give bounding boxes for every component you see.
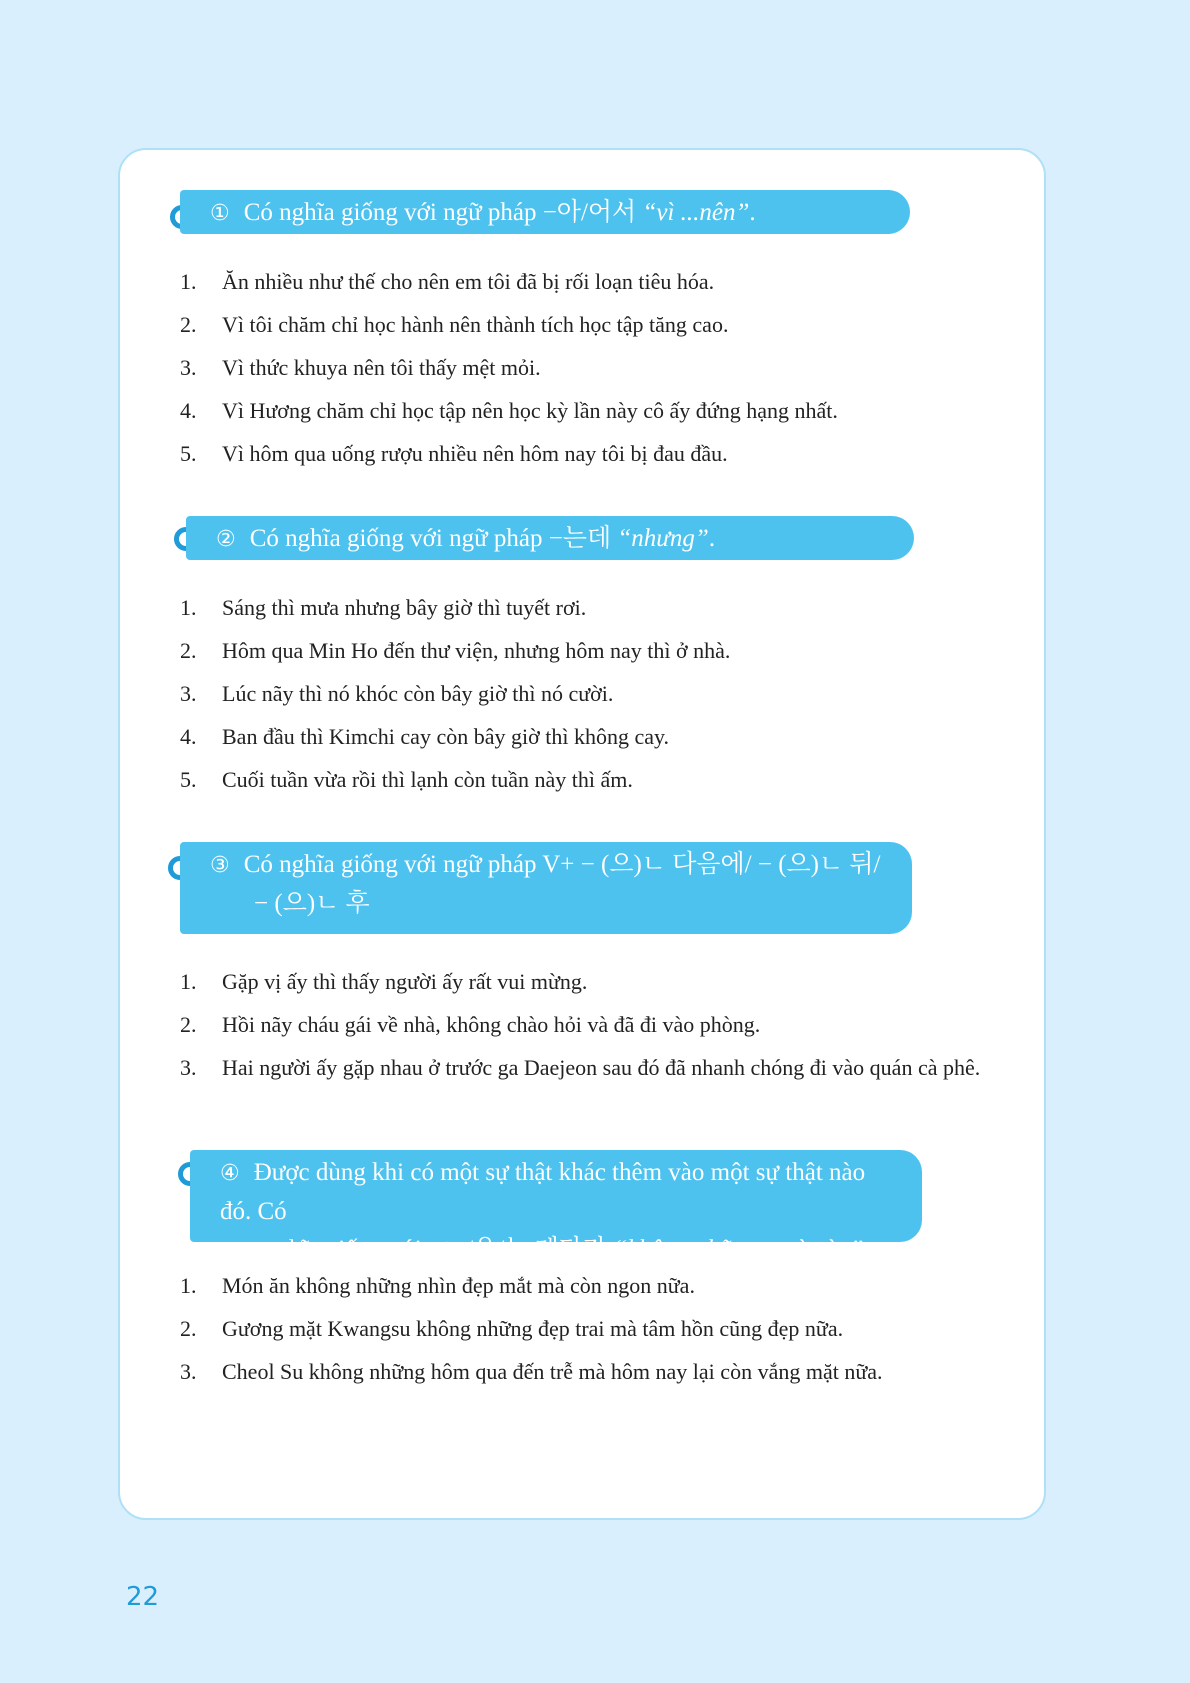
list-item: 2. Hôm qua Min Ho đến thư viện, nhưng hôm nay thì ở nhà. [180, 638, 731, 663]
content-card [118, 148, 1046, 1520]
example-list-3 [180, 960, 980, 1089]
example-list-1 [180, 260, 838, 475]
list-item: 3. Vì thức khuya nên tôi thấy mệt mỏi. [180, 355, 541, 380]
list-item: 4. Ban đầu thì Kimchi cay còn bây giờ thì không cay. [180, 724, 670, 749]
section-marker: ④ [220, 1161, 240, 1186]
list-item: 1. Sáng thì mưa nhưng bây giờ thì tuyết rơi. [180, 595, 587, 620]
section-marker: ② [216, 527, 236, 552]
section-header-2: ② Có nghĩa giống với ngữ pháp −는데 “nhưng”. [186, 516, 914, 560]
list-item: 1. Gặp vị ấy thì thấy người ấy rất vui mừng. [180, 969, 588, 994]
section-header-1: ① Có nghĩa giống với ngữ pháp −아/어서 “vì ...nên”. [180, 190, 910, 234]
example-list-4 [180, 1264, 883, 1393]
list-item: 3. Lúc nãy thì nó khóc còn bây giờ thì nó cười. [180, 681, 614, 706]
list-item: 3. Cheol Su không những hôm qua đến trễ mà hôm nay lại còn vắng mặt nữa. [180, 1359, 883, 1384]
list-item: 4. Vì Hương chăm chỉ học tập nên học kỳ lần này cô ấy đứng hạng nhất. [180, 398, 838, 423]
section-header-3: ③ Có nghĩa giống với ngữ pháp V+ − (으)ㄴ 다음에/ − (으)ㄴ 뒤/ − (으)ㄴ 후 [180, 842, 912, 934]
list-item: 2. Gương mặt Kwangsu không những đẹp trai mà tâm hồn cũng đẹp nữa. [180, 1316, 844, 1341]
page-number: 22 [126, 1582, 160, 1612]
list-item: 2. Hồi nãy cháu gái về nhà, không chào hỏi và đã đi vào phòng. [180, 1012, 761, 1037]
section-marker: ③ [210, 853, 230, 878]
section-header-4: ④ Được dùng khi có một sự thật khác thêm vào một sự thật nào đó. Có nghĩa giống với −ㄴ/은/는 데다가 “không những.. mà còn”. [190, 1150, 922, 1242]
list-item: 1. Món ăn không những nhìn đẹp mắt mà còn ngon nữa. [180, 1273, 695, 1298]
example-list-2 [180, 586, 730, 801]
list-item: 3. Hai người ấy gặp nhau ở trước ga Daejeon sau đó đã nhanh chóng đi vào quán cà phê. [180, 1055, 981, 1080]
list-item: 5. Cuối tuần vừa rồi thì lạnh còn tuần này thì ấm. [180, 767, 633, 792]
list-item: 5. Vì hôm qua uống rượu nhiều nên hôm nay tôi bị đau đầu. [180, 441, 728, 466]
section-marker: ① [210, 201, 230, 226]
list-item: 1. Ăn nhiều như thế cho nên em tôi đã bị rối loạn tiêu hóa. [180, 269, 715, 294]
list-item: 2. Vì tôi chăm chỉ học hành nên thành tích học tập tăng cao. [180, 312, 729, 337]
